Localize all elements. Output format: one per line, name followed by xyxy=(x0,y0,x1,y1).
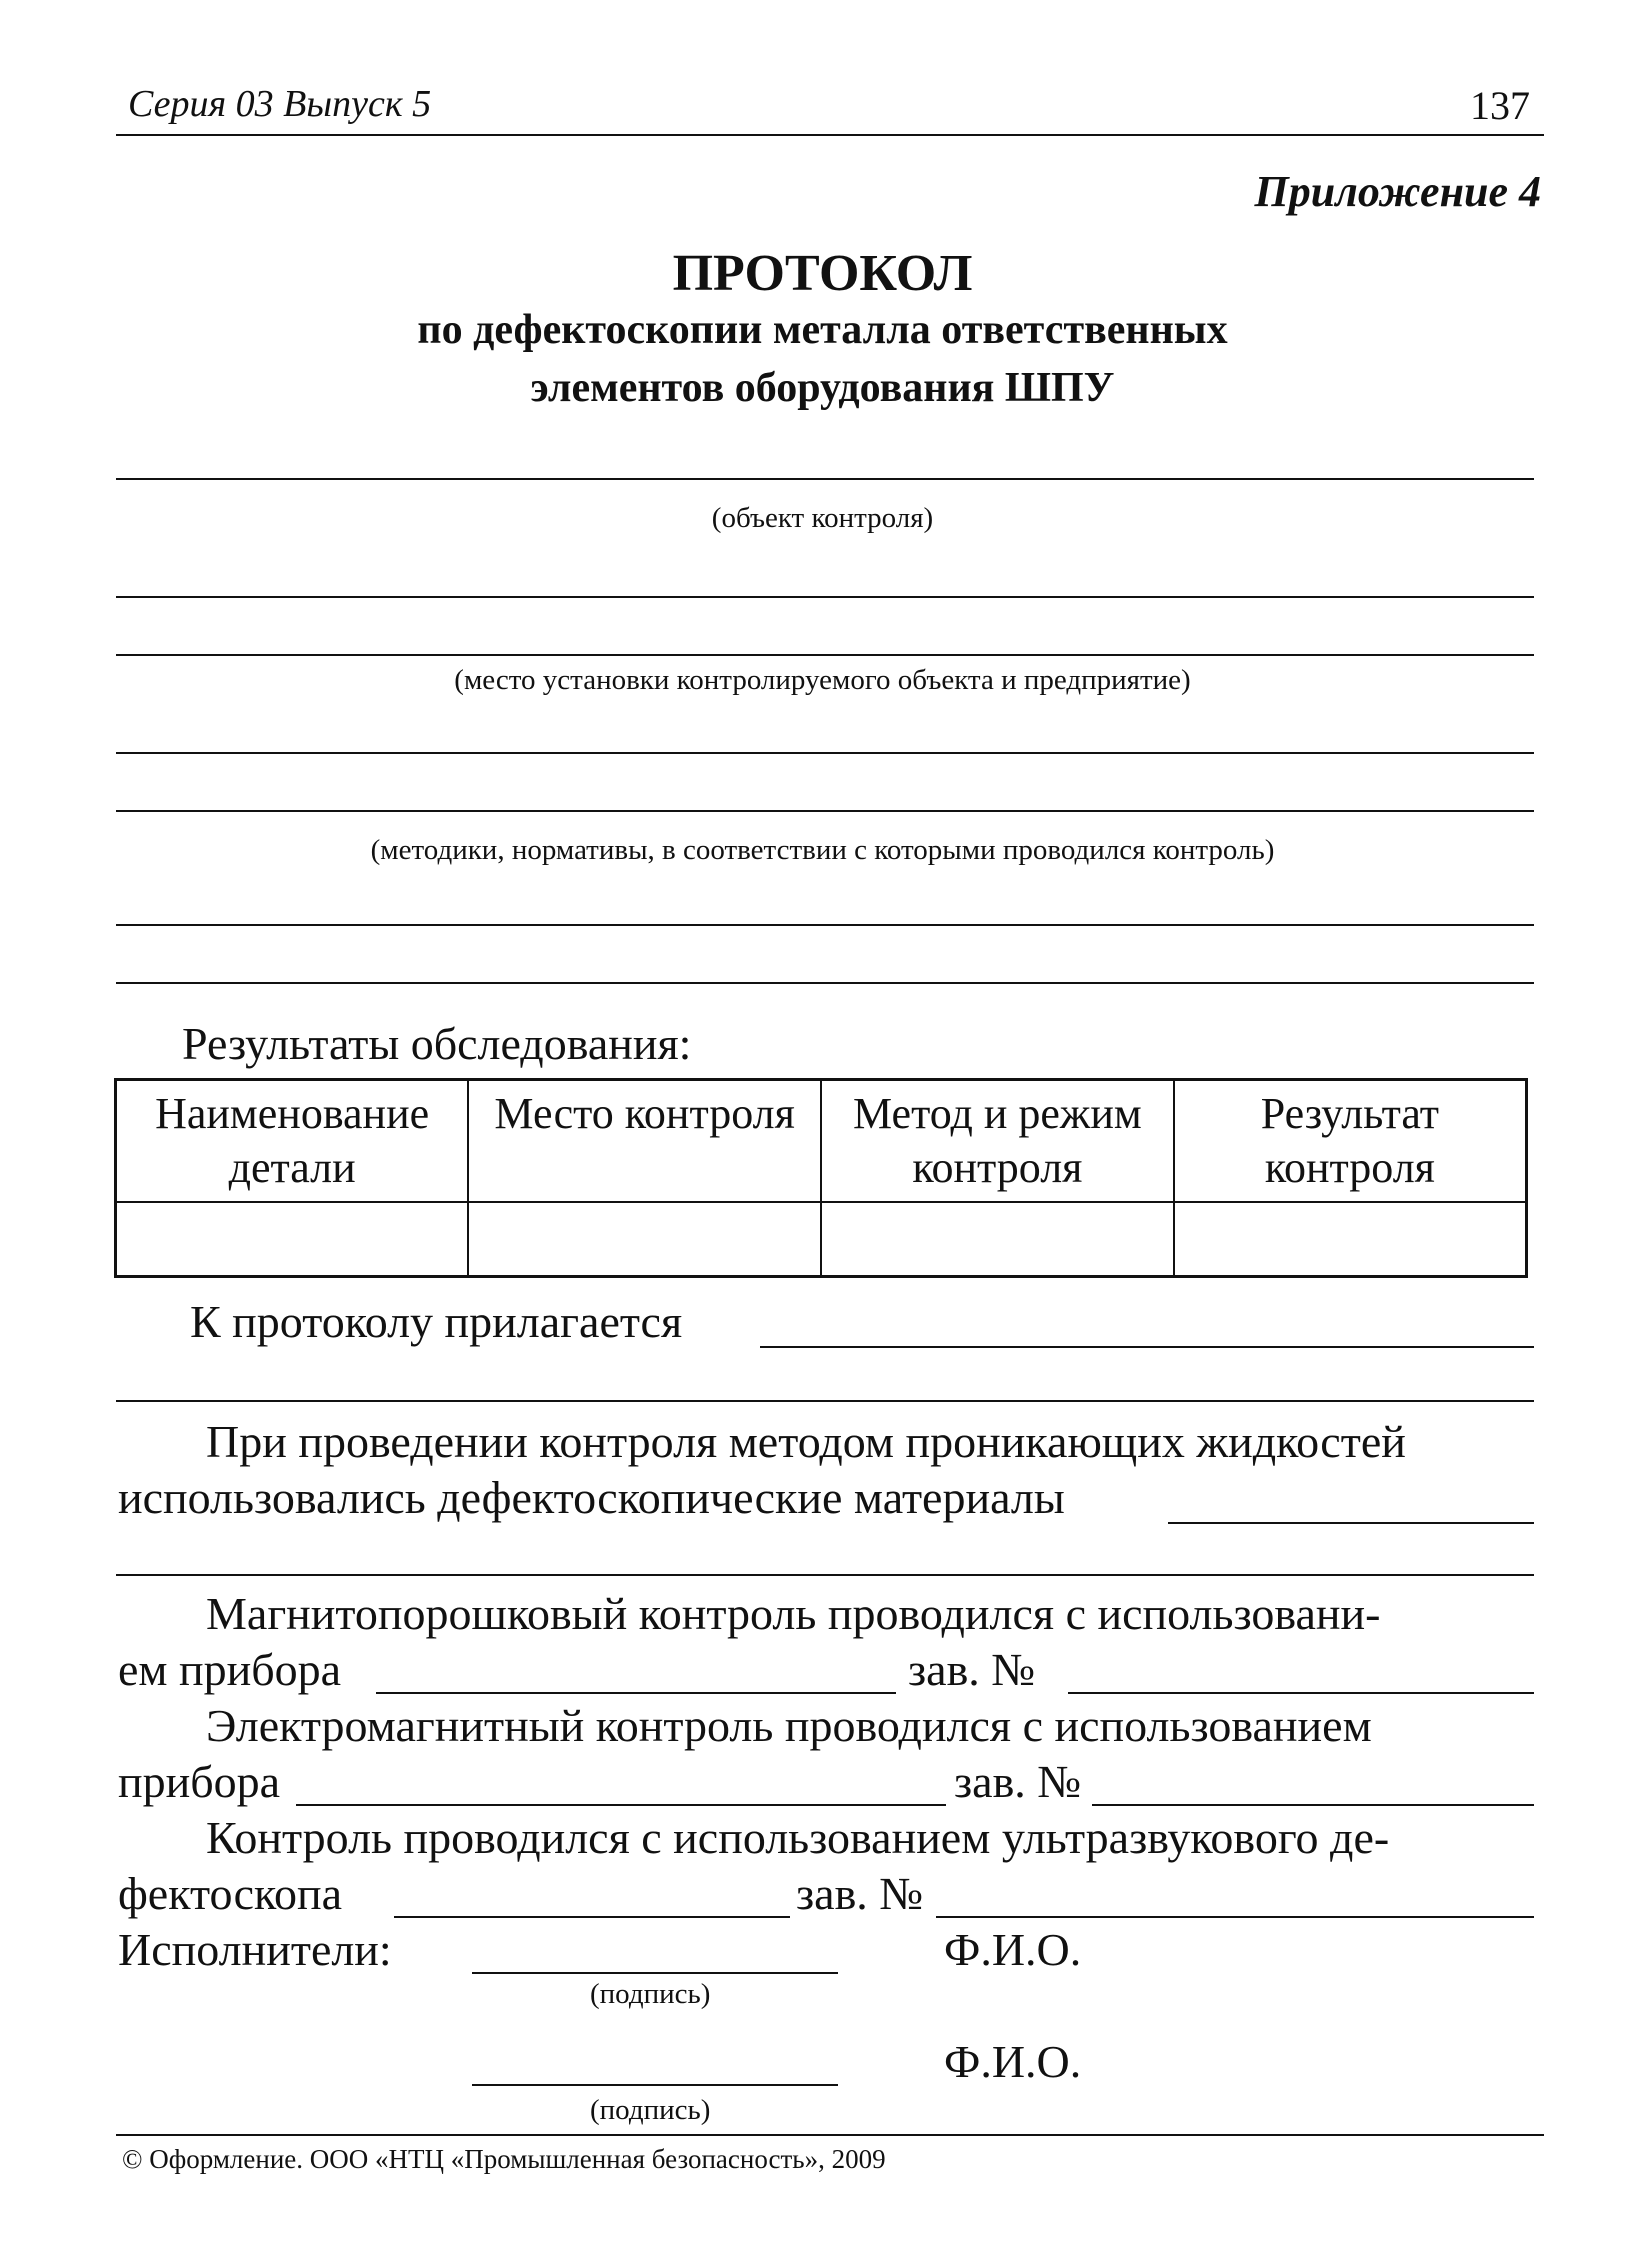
fio-label-1: Ф.И.О. xyxy=(944,1924,1082,1975)
appendix-label: Приложение 4 xyxy=(1254,167,1541,216)
copyright-footer: © Оформление. ООО «НТЦ «Промышленная безопасность», 2009 xyxy=(122,2144,886,2174)
materials-field-line[interactable] xyxy=(1168,1522,1534,1524)
blank-line[interactable] xyxy=(116,596,1534,598)
series-label: Серия 03 Выпуск 5 xyxy=(128,83,432,125)
header-rule xyxy=(116,134,1544,136)
table-row xyxy=(116,1202,1527,1277)
ut-serial-field-line[interactable] xyxy=(936,1916,1534,1918)
performers-label: Исполнители: xyxy=(118,1924,392,1975)
attached-label: К протоколу прилагается xyxy=(190,1296,683,1347)
attached-field-line[interactable] xyxy=(760,1346,1534,1348)
em-text-1: Электромагнитный контроль проводился с использованием xyxy=(206,1700,1372,1751)
methods-caption: (методики, нормативы, в соответствии с которыми проводился контроль) xyxy=(370,834,1275,866)
em-serial-field-line[interactable] xyxy=(1092,1804,1534,1806)
place-caption: (место установки контролируемого объекта и предприятие) xyxy=(454,664,1191,696)
results-table xyxy=(114,1078,1528,1278)
magnetic-serial-field-line[interactable] xyxy=(1068,1692,1534,1694)
signature-caption-2: (подпись) xyxy=(590,2094,711,2126)
ut-text-1: Контроль проводился с использованием ультразвукового де- xyxy=(206,1812,1390,1863)
document-title: ПРОТОКОЛ xyxy=(672,245,973,302)
magnetic-text-2: ем прибора xyxy=(118,1644,342,1695)
table-header-row xyxy=(116,1080,1527,1203)
object-caption: (объект контроля) xyxy=(711,502,934,534)
table-cell[interactable] xyxy=(821,1202,1174,1277)
ut-text-2: фектоскопа xyxy=(118,1868,343,1919)
column-header: Результат контроля xyxy=(1174,1080,1527,1203)
results-label: Результаты обследования: xyxy=(182,1018,692,1069)
document-subtitle-2: элементов оборудования ШПУ xyxy=(530,365,1115,411)
table-cell[interactable] xyxy=(468,1202,821,1277)
footer-rule xyxy=(116,2134,1544,2136)
blank-line[interactable] xyxy=(116,752,1534,754)
magnetic-text-1: Магнитопорошковый контроль проводился с использовани- xyxy=(206,1588,1381,1639)
column-header: Наименование детали xyxy=(116,1080,469,1203)
signature-field-line-1[interactable] xyxy=(472,1972,838,1974)
blank-line[interactable] xyxy=(116,1400,1534,1402)
em-text-2: прибора xyxy=(118,1756,281,1807)
magnetic-device-field-line[interactable] xyxy=(376,1692,896,1694)
signature-caption-1: (подпись) xyxy=(590,1978,711,2010)
serial-label-1: зав. № xyxy=(908,1644,1036,1695)
blank-line[interactable] xyxy=(116,1574,1534,1576)
object-field-line[interactable] xyxy=(116,478,1534,480)
page-number: 137 xyxy=(1470,83,1530,128)
document-subtitle-1: по дефектоскопии металла ответственных xyxy=(417,307,1228,353)
methods-field-line[interactable] xyxy=(116,810,1534,812)
blank-line[interactable] xyxy=(116,924,1534,926)
em-device-field-line[interactable] xyxy=(296,1804,946,1806)
place-field-line[interactable] xyxy=(116,654,1534,656)
ut-device-field-line[interactable] xyxy=(394,1916,790,1918)
table-cell[interactable] xyxy=(1174,1202,1527,1277)
penetrant-text-2: использовались дефектоскопические материалы xyxy=(118,1472,1065,1523)
column-header: Метод и режим контроля xyxy=(821,1080,1174,1203)
serial-label-3: зав. № xyxy=(796,1868,924,1919)
table-cell[interactable] xyxy=(116,1202,469,1277)
fio-label-2: Ф.И.О. xyxy=(944,2036,1082,2087)
blank-line[interactable] xyxy=(116,982,1534,984)
signature-field-line-2[interactable] xyxy=(472,2084,838,2086)
penetrant-text-1: При проведении контроля методом проникающих жидкостей xyxy=(206,1416,1406,1467)
column-header: Место контроля xyxy=(468,1080,821,1203)
serial-label-2: зав. № xyxy=(954,1756,1082,1807)
